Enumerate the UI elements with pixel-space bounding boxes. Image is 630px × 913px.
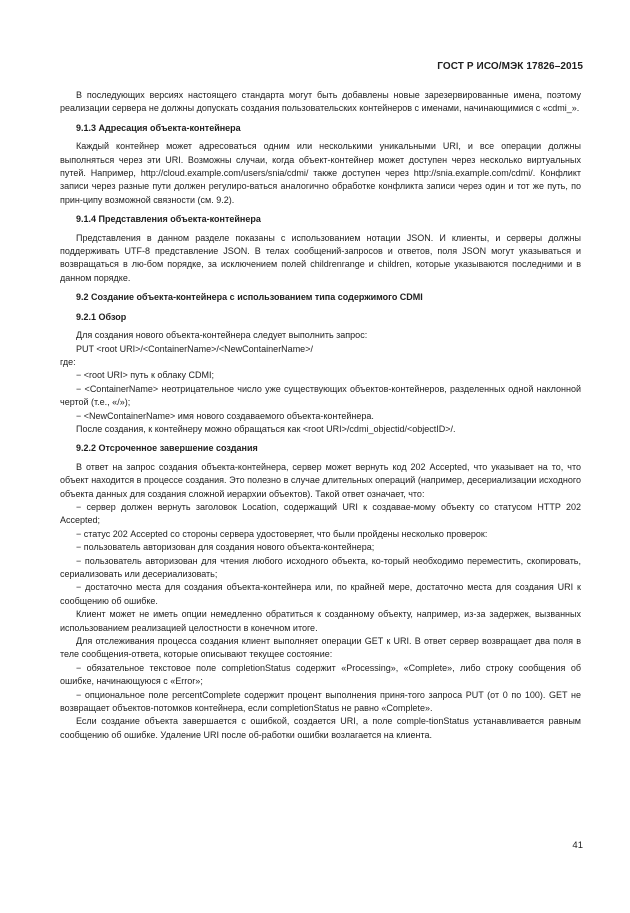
paragraph: − достаточно места для создания объекта-контейнера или, по крайней мере, достаточно места для создания URI к сообщению об ошибке.: [60, 582, 581, 606]
paragraph: − <ContainerName> неотрицательное число уже существующих объектов-контейнеров, разделенных одной наклонной чертой (т.е., «/»);: [60, 383, 581, 408]
section-heading: 9.2.2 Отсроченное завершение создания: [76, 443, 258, 454]
paragraph: Клиент может не иметь опции немедленно обратиться к созданному объекту, например, из-за задержек, вызванных использованием реализацией целостности в конечном итоге.: [60, 609, 581, 633]
section-heading: 9.2.1 Обзор: [76, 311, 127, 322]
paragraph: − <NewContainerName> имя нового создаваемого объекта-контейнера.: [76, 410, 374, 421]
paragraph: Каждый контейнер может адресоваться одним или несколькими уникальными URI, и все операции должны выполняться через эти URI. Возможны случаи, когда объект-контейнер может доступен через несколько виртуальных путей. Например, http://cloud.example.com/users/snia/cdmi/ также доступен через http://snia.example.com/cdmi/. Конфликт записи через разные пути должен регулиро-ваться аналогично обработке конфликта записи через один и тот же путь, по прин-ципу возможной связности (см. 9.2).: [60, 141, 581, 205]
paragraph: − опциональное поле percentComplete содержит процент выполнения приня-того запроса PUT (от 0 по 100). GET не возвращает объектов-потомков контейнера, если completionStatus не равно «Complete».: [60, 689, 581, 714]
paragraph: − статус 202 Accepted со стороны сервера удостоверяет, что были пройдены несколько проверок:: [76, 528, 488, 539]
paragraph: Для отслеживания процесса создания клиент выполняет операции GET к URI. В ответ сервер возвращает два поля в теле сообщения-ответа, которые описывают текущее состояние:: [60, 636, 581, 660]
document-body: [60, 89, 581, 742]
paragraph: В ответ на запрос создания объекта-контейнера, сервер может вернуть код 202 Accepted, что указывает на то, что объект находится в процессе создания. Это полезно в случае длительных операций (например, десериализации исходного объекта данных для создания сложной иерархии объектов). Такой ответ означает, что:: [60, 461, 581, 499]
paragraph: В последующих версиях настоящего стандарта могут быть добавлены новые зарезервированные имена, поэтому реализации сервера не должны допускать создания пользовательских контейнеров с именами, начинающимися с «cdmi_».: [60, 90, 581, 114]
paragraph: где:: [60, 356, 76, 367]
paragraph: − пользователь авторизован для создания нового объекта-контейнера;: [76, 542, 375, 553]
paragraph: PUT <root URI>/<ContainerName>/<NewContainerName>/: [76, 343, 313, 354]
paragraph: Если создание объекта завершается с ошибкой, создается URI, а поле comple-tionStatus устанавливается равным сообщению об ошибке. Удаление URI после об-работки ошибки возлагается на клиента.: [60, 716, 581, 740]
section-heading: 9.2 Создание объекта-контейнера с использованием типа содержимого CDMI: [76, 292, 423, 303]
paragraph: Для создания нового объекта-контейнера следует выполнить запрос:: [76, 330, 368, 341]
paragraph: − <root URI> путь к облаку CDMI;: [76, 370, 214, 381]
page-header-standard-id: ГОСТ Р ИСО/МЭК 17826–2015: [437, 61, 583, 72]
section-heading: 9.1.4 Представления объекта-контейнера: [76, 214, 261, 225]
paragraph: После создания, к контейнеру можно обращаться как <root URI>/cdmi_objectid/<objectID>/.: [76, 423, 456, 434]
paragraph: − сервер должен вернуть заголовок Location, содержащий URI к создавае-мому объекту со статусом HTTP 202 Accepted;: [60, 501, 581, 526]
paragraph: Представления в данном разделе показаны с использованием нотации JSON. И клиенты, и серверы должны поддерживать UTF-8 представление JSON. В телах сообщений-запросов и ответов, поля JSON могут указываться и возвращаться в лю-бом порядке, за исключением полей childrenrange и children, которые указываются последними и в данном порядке.: [60, 232, 581, 283]
paragraph: − пользователь авторизован для чтения любого исходного объекта, ко-торый необходимо переместить, скопировать, сериализовать или десериализовать;: [60, 555, 581, 579]
page-number: 41: [572, 840, 583, 851]
section-heading: 9.1.3 Адресация объекта-контейнера: [76, 122, 241, 133]
paragraph: − обязательное текстовое поле completionStatus содержит «Processing», «Complete», либо строку сообщения об ошибке, начинающуюся с «Error»;: [60, 662, 581, 687]
